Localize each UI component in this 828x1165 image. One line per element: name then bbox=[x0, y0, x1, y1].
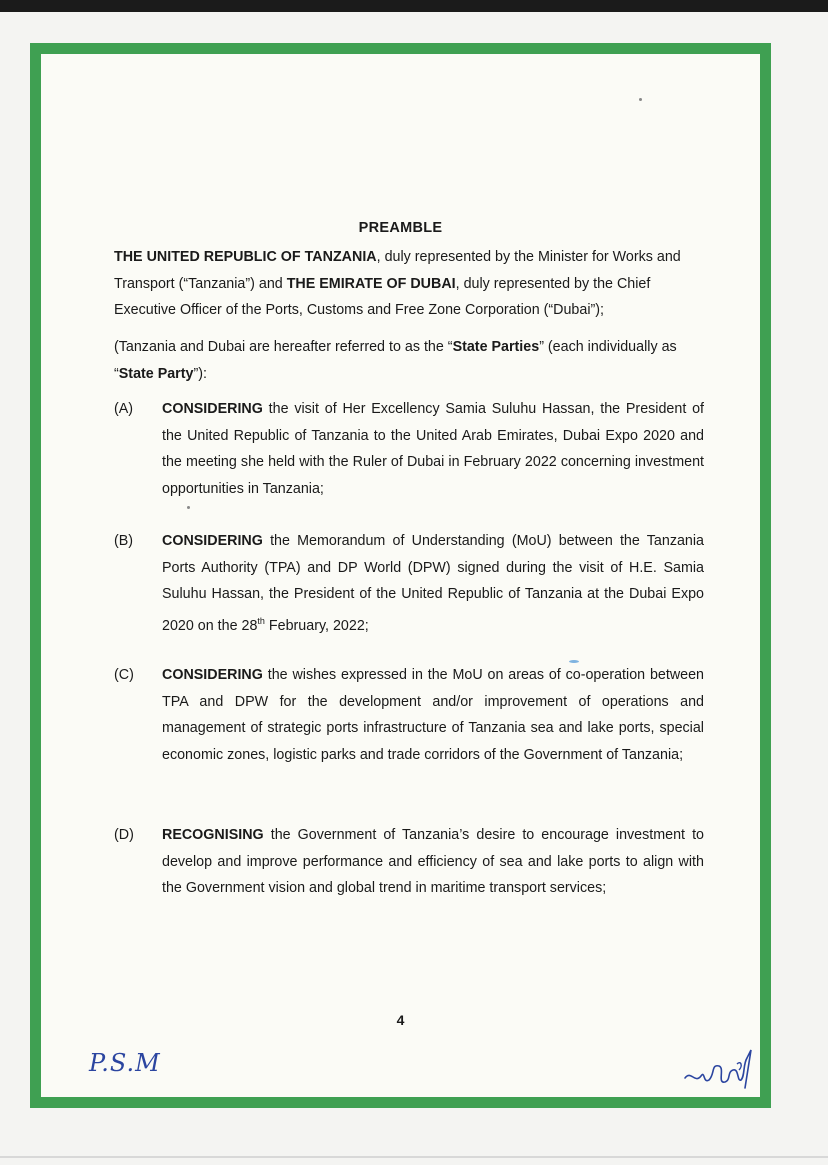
top-bar bbox=[0, 0, 828, 12]
clause-text: RECOGNISING the Government of Tanzania’s desire to encourage investment to develop and improve performance and efficiency of sea and lake ports to align with the Government vision and global trend in maritime transport services; bbox=[162, 827, 704, 896]
party-dubai: THE EMIRATE OF DUBAI bbox=[286, 275, 456, 292]
clause-text: CONSIDERING the visit of Her Excellency Samia Suluhu Hassan, the President of the United Republic of Tanzania to the United Arab Emirates, Dubai Expo 2020 and the meeting she held with the Ruler of Dubai in February 2022 concerning investment opportunities in Tanzania; bbox=[162, 401, 704, 497]
page-title: PREAMBLE bbox=[358, 220, 443, 236]
clause-text: CONSIDERING the Memorandum of Understanding (MoU) between the Tanzania Ports Authority (TPA) and DP World (DPW) signed during the visit of H.E. Samia Suluhu Hassan, the President of the United Republic of Tanzania at the Dubai Expo 2020 on the 28th February, 2022; bbox=[162, 533, 704, 634]
document-page bbox=[41, 54, 760, 1097]
clause-label: (D) bbox=[114, 827, 134, 843]
clause-text: CONSIDERING the wishes expressed in the MoU on areas of co-operation between TPA and DPW for the development and/or improvement of operations and management of strategic ports infrastructure of Tanzania sea and lake ports, special economic zones, logistic parks and trade corridors of the Government of Tanzania; bbox=[162, 667, 704, 763]
speck bbox=[569, 660, 579, 663]
definition-paragraph: (Tanzania and Dubai are hereafter referred to as the “State Parties” (each individually as “State Party”): bbox=[114, 339, 677, 382]
clause-label: (B) bbox=[114, 533, 134, 549]
initials-left: P.S.M bbox=[89, 1049, 161, 1077]
clause-label: (A) bbox=[114, 401, 134, 417]
page-number: 4 bbox=[396, 1012, 405, 1028]
bottom-divider bbox=[0, 1156, 828, 1158]
party-tanzania: THE UNITED REPUBLIC OF TANZANIA bbox=[114, 249, 377, 265]
speck bbox=[187, 506, 190, 509]
signature-right bbox=[681, 1044, 761, 1094]
page-border bbox=[30, 43, 771, 1108]
intro-paragraph: THE UNITED REPUBLIC OF TANZANIA, duly represented by the Minister for Works and Transport (“Tanzania”) and THE EMIRATE OF DUBAI, duly represented by the Chief Executive Officer of the Ports, Customs and Free Zone Corporation (“Dubai”); bbox=[114, 249, 681, 318]
clause-label: (C) bbox=[114, 667, 134, 683]
speck bbox=[639, 98, 642, 101]
